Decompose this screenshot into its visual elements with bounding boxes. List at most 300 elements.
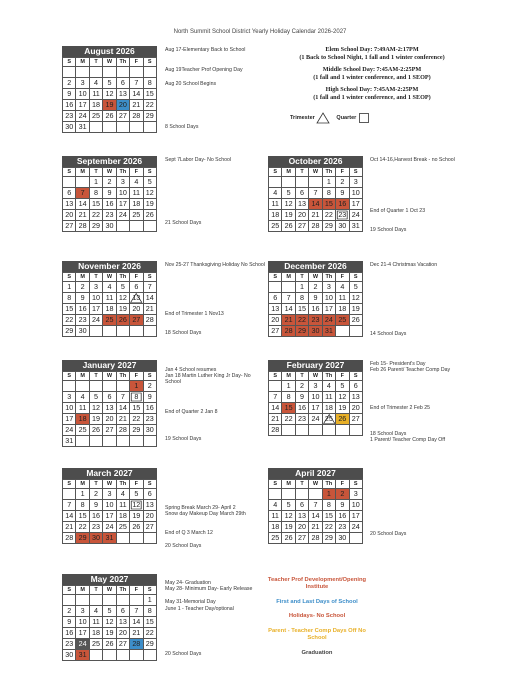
week-row: [63, 595, 157, 606]
day-cell: 22: [322, 522, 335, 533]
day-cell: 23: [336, 522, 349, 533]
day-cell: 7: [309, 188, 322, 199]
day-cell: 21: [130, 628, 143, 639]
day-cell: 18: [269, 210, 282, 221]
weekday-label: Th: [116, 372, 129, 381]
day-cell: 16: [103, 199, 116, 210]
day-cell: 12: [336, 392, 349, 403]
day-cell: 26: [336, 414, 349, 425]
week-row: [63, 100, 157, 111]
day-cell: 30: [89, 533, 102, 544]
day-cell: 21: [130, 100, 143, 111]
day-cell: 8: [76, 500, 89, 511]
weekday-label: S: [143, 273, 156, 282]
weekday-label: S: [143, 480, 156, 489]
day-cell: 16: [143, 403, 156, 414]
week-row: [269, 304, 363, 315]
weekday-label: F: [130, 480, 143, 489]
day-cell: 2: [336, 177, 349, 188]
day-cell: 27: [116, 111, 129, 122]
day-cell: 22: [76, 522, 89, 533]
day-cell: 9: [76, 293, 89, 304]
month-grid: [62, 371, 157, 447]
week-row: [63, 489, 157, 500]
day-cell: 25: [76, 425, 89, 436]
weekday-label: S: [63, 273, 76, 282]
day-cell: [76, 436, 89, 447]
week-row: [269, 188, 363, 199]
day-cell: 7: [269, 392, 282, 403]
day-cell: 12: [282, 199, 295, 210]
day-cell: 1: [295, 282, 308, 293]
week-row: [269, 210, 363, 221]
day-cell: [103, 122, 116, 133]
month-note: 14 School Days: [370, 331, 407, 337]
day-cell: 7: [309, 500, 322, 511]
quarter-label: Quarter: [336, 115, 357, 121]
day-cell: 15: [76, 511, 89, 522]
calendar-may-2027: [62, 574, 157, 661]
day-cell: 16: [336, 199, 349, 210]
day-cell: [89, 67, 102, 78]
month-note: Feb 26 Parent/ Teacher Comp Day: [370, 367, 451, 373]
month-header: November 2026: [62, 261, 157, 272]
day-cell: 25: [116, 522, 129, 533]
day-cell: 23: [103, 210, 116, 221]
trimester-end-icon: [323, 414, 335, 424]
day-cell: 9: [336, 188, 349, 199]
day-cell: [130, 533, 143, 544]
day-cell: 29: [295, 326, 308, 337]
day-cell: 19: [103, 628, 116, 639]
day-cell: 6: [63, 188, 76, 199]
day-cell: 28: [282, 326, 295, 337]
day-cell: 12: [103, 89, 116, 100]
day-cell: 3: [76, 78, 89, 89]
day-cell: 2: [295, 381, 308, 392]
day-cell: 30: [103, 221, 116, 232]
day-cell: [282, 177, 295, 188]
week-row: [63, 617, 157, 628]
day-cell: 17: [309, 403, 322, 414]
month-header: October 2026: [268, 156, 363, 167]
weekday-label: Th: [322, 168, 335, 177]
day-cell: 24: [63, 425, 76, 436]
day-cell: 2: [63, 606, 76, 617]
week-row: [63, 282, 157, 293]
weekday-label: S: [269, 273, 282, 282]
weekday-label: M: [282, 168, 295, 177]
day-cell: 8: [143, 606, 156, 617]
day-cell: 15: [322, 511, 335, 522]
day-cell: 26: [103, 111, 116, 122]
day-cell: 28: [116, 425, 129, 436]
month-note: May 28- Minimum Day- Early Release: [165, 586, 253, 592]
day-cell: [116, 650, 129, 661]
week-row: [63, 177, 157, 188]
day-cell: 25: [103, 315, 116, 326]
day-cell: 24: [322, 315, 335, 326]
day-cell: 4: [89, 78, 102, 89]
day-cell: 22: [63, 315, 76, 326]
day-cell: [269, 282, 282, 293]
day-cell: 25: [336, 315, 349, 326]
weekday-label: S: [269, 372, 282, 381]
day-cell: [130, 67, 143, 78]
day-cell: [282, 282, 295, 293]
day-cell: 14: [143, 293, 156, 304]
day-cell: 13: [269, 304, 282, 315]
weekday-label: M: [76, 372, 89, 381]
day-cell: 9: [143, 392, 156, 403]
day-cell: 10: [76, 89, 89, 100]
month-note: 18 School Days: [165, 330, 202, 336]
day-cell: 3: [322, 282, 335, 293]
day-cell: 18: [89, 628, 102, 639]
weekday-row: [63, 168, 157, 177]
week-row: [269, 414, 363, 425]
shape-legend: [290, 112, 370, 124]
elem-times: Elem School Day: 7:49AM-2:17PM (1 Back to School Night, 1 fall and 1 winter conference): [299, 46, 445, 61]
day-cell: 6: [349, 381, 362, 392]
day-cell: 10: [103, 500, 116, 511]
day-cell: 25: [89, 639, 102, 650]
day-cell: 11: [269, 511, 282, 522]
day-cell: 14: [269, 403, 282, 414]
day-cell: 3: [309, 381, 322, 392]
day-cell: 13: [349, 392, 362, 403]
day-cell: 20: [130, 304, 143, 315]
day-cell: 29: [322, 533, 335, 544]
day-cell: 14: [309, 511, 322, 522]
week-row: [63, 392, 157, 403]
week-row: [269, 511, 363, 522]
weekday-row: [63, 586, 157, 595]
day-cell: 25: [269, 221, 282, 232]
day-cell: 9: [103, 188, 116, 199]
weekday-label: M: [282, 480, 295, 489]
day-cell: [76, 381, 89, 392]
calendar-december-2026: [268, 261, 363, 337]
weekday-label: S: [143, 168, 156, 177]
weekday-label: S: [63, 58, 76, 67]
week-row: [63, 628, 157, 639]
day-cell: [76, 67, 89, 78]
week-row: [63, 522, 157, 533]
day-cell: 6: [143, 489, 156, 500]
day-cell: 21: [309, 522, 322, 533]
trimester-label: Trimester: [290, 115, 315, 121]
weekday-label: M: [282, 273, 295, 282]
high-times: High School Day: 7:45AM-2:25PM (1 fall and 1 winter conference, and 1 SEOP): [313, 86, 431, 101]
day-cell: 18: [130, 199, 143, 210]
day-cell: 24: [76, 111, 89, 122]
day-cell: 16: [295, 403, 308, 414]
week-row: [269, 489, 363, 500]
weekday-row: [63, 58, 157, 67]
day-cell: 13: [130, 293, 143, 304]
day-cell: [143, 122, 156, 133]
month-note: Snow day Makeup Day March 29th: [165, 511, 246, 517]
day-cell: 4: [130, 177, 143, 188]
day-cell: 28: [130, 111, 143, 122]
weekday-label: W: [309, 480, 322, 489]
day-cell: [116, 326, 129, 337]
day-cell: [103, 436, 116, 447]
day-cell: 17: [349, 199, 362, 210]
day-cell: 4: [76, 392, 89, 403]
week-row: [63, 436, 157, 447]
day-cell: 10: [322, 293, 335, 304]
week-row: [63, 199, 157, 210]
day-cell: 31: [63, 436, 76, 447]
square-icon: [358, 112, 370, 124]
weekday-label: F: [336, 480, 349, 489]
day-cell: 14: [130, 89, 143, 100]
day-cell: [143, 326, 156, 337]
day-cell: 2: [336, 489, 349, 500]
day-cell: 16: [76, 304, 89, 315]
month-grid: [268, 371, 363, 436]
weekday-label: M: [76, 480, 89, 489]
day-cell: 18: [269, 522, 282, 533]
day-cell: 8: [282, 392, 295, 403]
week-row: [269, 522, 363, 533]
day-cell: 20: [143, 511, 156, 522]
day-cell: 17: [103, 511, 116, 522]
day-cell: 27: [130, 315, 143, 326]
day-cell: 10: [309, 392, 322, 403]
week-row: [63, 111, 157, 122]
month-grid: [268, 272, 363, 337]
weekday-label: S: [63, 480, 76, 489]
day-cell: 23: [295, 414, 308, 425]
weekday-label: F: [130, 586, 143, 595]
day-cell: [76, 595, 89, 606]
day-cell: [116, 67, 129, 78]
day-cell: 10: [349, 500, 362, 511]
day-cell: 26: [103, 639, 116, 650]
week-row: [269, 282, 363, 293]
day-cell: [309, 489, 322, 500]
day-cell: [116, 436, 129, 447]
day-cell: 6: [295, 500, 308, 511]
month-note: May 31-Memorial Day: [165, 599, 216, 605]
month-note: 20 School Days: [165, 651, 202, 657]
day-cell: 12: [282, 511, 295, 522]
week-row: [63, 315, 157, 326]
day-cell: 11: [89, 617, 102, 628]
day-cell: 10: [63, 403, 76, 414]
weekday-label: Th: [116, 168, 129, 177]
day-cell: 4: [89, 606, 102, 617]
quarter-end-icon: [130, 392, 142, 402]
week-row: [63, 188, 157, 199]
day-cell: 19: [103, 100, 116, 111]
day-cell: 3: [349, 177, 362, 188]
day-cell: 23: [63, 111, 76, 122]
day-cell: 10: [76, 617, 89, 628]
day-cell: 23: [89, 522, 102, 533]
day-cell: 21: [116, 414, 129, 425]
day-cell: 8: [130, 392, 143, 403]
day-cell: [116, 122, 129, 133]
day-cell: 29: [143, 639, 156, 650]
day-cell: 15: [63, 304, 76, 315]
day-cell: 15: [322, 199, 335, 210]
weekday-label: T: [295, 273, 308, 282]
week-row: [269, 326, 363, 337]
day-cell: 26: [349, 315, 362, 326]
day-cell: 8: [322, 188, 335, 199]
month-note: 20 School Days: [165, 543, 202, 549]
month-note: Oct 14-16,Harvest Break - no School: [370, 157, 455, 163]
day-cell: 15: [143, 89, 156, 100]
weekday-label: W: [103, 58, 116, 67]
day-cell: 17: [76, 100, 89, 111]
day-cell: 5: [143, 177, 156, 188]
day-cell: 19: [282, 210, 295, 221]
month-note: Aug 19Teacher Prof Opening Day: [165, 67, 243, 73]
weekday-label: M: [76, 168, 89, 177]
day-cell: 24: [116, 210, 129, 221]
week-row: [63, 639, 157, 650]
day-cell: 2: [143, 381, 156, 392]
day-cell: 12: [89, 403, 102, 414]
triangle-icon: [316, 112, 330, 124]
month-note: Dec 21-4 Christmas Vacation: [370, 262, 438, 268]
day-cell: 26: [282, 221, 295, 232]
day-cell: 23: [336, 210, 349, 221]
month-note: 20 School Days: [370, 531, 407, 537]
day-cell: 1: [282, 381, 295, 392]
day-cell: 22: [89, 210, 102, 221]
weekday-label: F: [130, 168, 143, 177]
day-cell: 20: [116, 628, 129, 639]
day-cell: 13: [143, 500, 156, 511]
weekday-label: S: [63, 586, 76, 595]
week-row: [63, 403, 157, 414]
month-header: December 2026: [268, 261, 363, 272]
day-cell: 28: [76, 221, 89, 232]
day-cell: 19: [336, 403, 349, 414]
month-note: End of Trimester 2 Feb 25: [370, 405, 430, 411]
day-cell: 3: [76, 606, 89, 617]
day-cell: 31: [322, 326, 335, 337]
day-cell: 12: [103, 617, 116, 628]
day-cell: 21: [143, 304, 156, 315]
weekday-label: T: [89, 273, 102, 282]
weekday-label: W: [309, 372, 322, 381]
day-cell: 31: [103, 533, 116, 544]
day-cell: 12: [143, 188, 156, 199]
day-cell: 12: [130, 500, 143, 511]
day-cell: 25: [269, 533, 282, 544]
weekday-label: S: [143, 58, 156, 67]
day-cell: 7: [130, 606, 143, 617]
week-row: [63, 78, 157, 89]
week-row: [63, 414, 157, 425]
day-cell: [269, 489, 282, 500]
calendar-november-2026: [62, 261, 157, 337]
day-cell: 9: [336, 500, 349, 511]
day-cell: 14: [63, 511, 76, 522]
day-cell: [89, 436, 102, 447]
week-row: [269, 177, 363, 188]
day-cell: 14: [282, 304, 295, 315]
week-row: [63, 511, 157, 522]
day-cell: 3: [63, 392, 76, 403]
day-cell: [130, 326, 143, 337]
calendar-march-2027: [62, 468, 157, 544]
day-cell: 17: [89, 304, 102, 315]
week-row: [63, 533, 157, 544]
week-row: [63, 67, 157, 78]
month-grid: [268, 479, 363, 544]
weekday-row: [269, 168, 363, 177]
day-cell: 8: [322, 500, 335, 511]
day-cell: 22: [295, 315, 308, 326]
day-cell: [309, 177, 322, 188]
day-cell: 14: [116, 403, 129, 414]
day-cell: 3: [89, 282, 102, 293]
day-cell: [143, 67, 156, 78]
day-cell: 31: [349, 221, 362, 232]
day-cell: 1: [63, 282, 76, 293]
weekday-label: S: [63, 372, 76, 381]
weekday-label: S: [349, 480, 362, 489]
day-cell: 8: [89, 188, 102, 199]
legend-item: Holidays- No School: [288, 613, 346, 619]
weekday-row: [63, 273, 157, 282]
month-grid: [62, 272, 157, 337]
day-cell: [349, 425, 362, 436]
week-row: [63, 89, 157, 100]
month-grid: [62, 167, 157, 232]
weekday-label: S: [63, 168, 76, 177]
day-cell: 20: [116, 100, 129, 111]
month-grid: [62, 57, 157, 133]
day-cell: 7: [282, 293, 295, 304]
day-cell: [116, 381, 129, 392]
day-cell: [63, 489, 76, 500]
day-cell: 24: [89, 315, 102, 326]
month-note: 21 School Days: [165, 220, 202, 226]
month-header: January 2027: [62, 360, 157, 371]
day-cell: 8: [295, 293, 308, 304]
day-cell: 5: [349, 282, 362, 293]
day-cell: 26: [143, 210, 156, 221]
day-cell: 6: [295, 188, 308, 199]
day-cell: [336, 326, 349, 337]
day-cell: 10: [349, 188, 362, 199]
day-cell: 25: [130, 210, 143, 221]
month-note: 19 School Days: [165, 436, 202, 442]
week-row: [269, 533, 363, 544]
day-cell: [103, 595, 116, 606]
day-cell: 4: [269, 500, 282, 511]
day-cell: 21: [282, 315, 295, 326]
month-note: Aug 17-Elementary Back to School: [165, 47, 246, 53]
weekday-row: [63, 480, 157, 489]
day-cell: 30: [63, 122, 76, 133]
day-cell: 8: [63, 293, 76, 304]
day-cell: 11: [269, 199, 282, 210]
day-cell: [143, 436, 156, 447]
day-cell: 17: [322, 304, 335, 315]
month-note: Spring Break March 29- April 2: [165, 505, 236, 511]
day-cell: 5: [89, 392, 102, 403]
